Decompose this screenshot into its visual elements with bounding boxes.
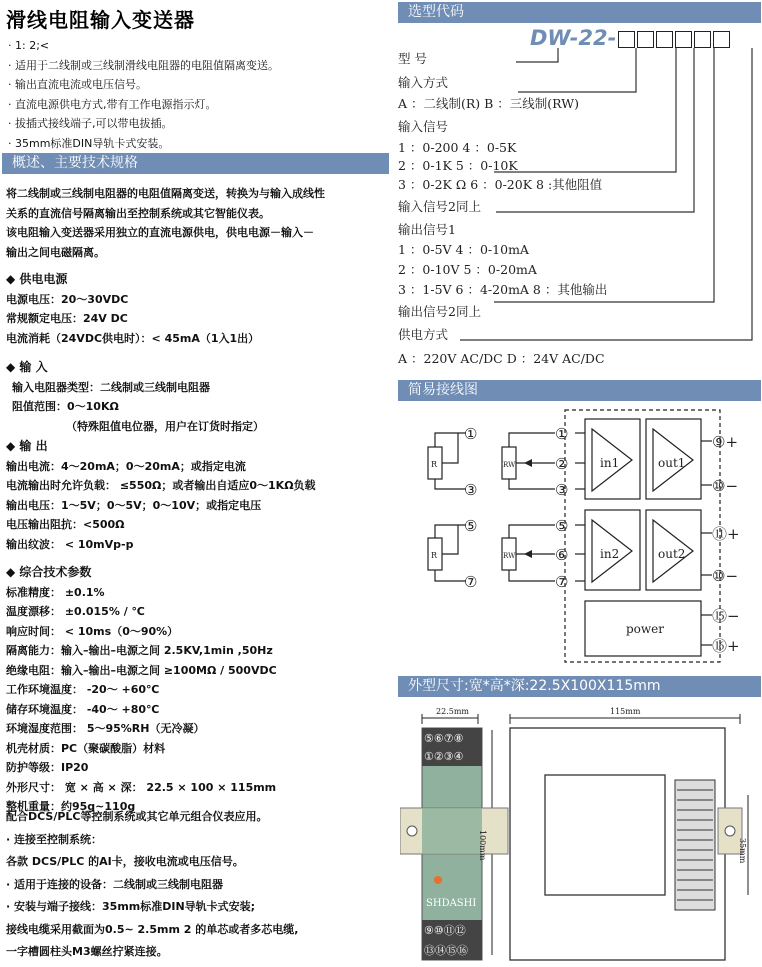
- r-label-1: R: [431, 460, 438, 469]
- section-heading: ◆ 输 出: [6, 439, 48, 453]
- page-title: 滑线电阻输入变送器: [6, 8, 195, 32]
- spec-line: 输出电流：4～20mA；0～20mA；或指定电流: [6, 459, 246, 473]
- terminal-1: ①: [464, 425, 478, 443]
- wiring-bar: 简易接线图: [398, 380, 761, 401]
- block-label-out2: out2: [658, 547, 686, 561]
- list-item: · 直流电源供电方式,带有工作电源指示灯。: [8, 97, 217, 111]
- r-label-2: R: [431, 551, 438, 560]
- dim-height: 100mm: [478, 830, 487, 861]
- block-label-in1: in1: [600, 456, 620, 470]
- section-heading: ◆ 输 入: [6, 360, 48, 374]
- spec-line: 输出电压：1～5V；0～5V；0～10V；或指定电压: [6, 498, 262, 512]
- terminal-3: ③: [555, 481, 569, 499]
- terminal-9: ⑨+: [712, 433, 739, 451]
- list-item: · 输出直流电流或电压信号。: [8, 78, 147, 91]
- paragraph-line: 将二线制或三线制电阻器的电阻值隔离变送，转换为与输入成线性: [6, 187, 325, 200]
- terminal-6: ⑥: [555, 546, 569, 564]
- spec-line: 响应时间： < 10ms（0～90%）: [6, 624, 179, 638]
- spec-line: 环境湿度范围： 5～95%RH（无冷凝）: [6, 722, 205, 735]
- selection-line: 2 ：0-1K 5 ：0-10K: [398, 158, 518, 173]
- terminal-16: ⑯+: [712, 637, 740, 655]
- terminal-7: ⑦: [464, 573, 478, 591]
- terminal-10: ⑩−: [712, 477, 739, 495]
- selection-line: 2 ：0-10V 5 ：0-20mA: [398, 262, 537, 277]
- selection-line: 输出信号1: [398, 222, 456, 237]
- list-item: · 1: 2;<: [8, 39, 50, 52]
- rw-label-1: RW: [503, 461, 516, 469]
- terminal-1: ①: [555, 425, 569, 443]
- spec-line: 常规额定电压：24V DC: [6, 312, 128, 325]
- output-section: [6, 437, 316, 554]
- selection-line: 输入信号: [398, 119, 449, 134]
- spec-line: 工作环境温度： -20～ +60℃: [6, 683, 160, 696]
- terminal-11: ⑪+: [712, 525, 740, 543]
- overview-bar: 概述、主要技术规格: [2, 153, 389, 174]
- screw-icon: [725, 826, 735, 836]
- code-prefix: DW-22-: [530, 26, 617, 50]
- selection-line: 输出信号2同上: [398, 304, 481, 319]
- dim-width: 22.5mm: [436, 707, 469, 716]
- dim-rail: 35mm: [738, 838, 747, 864]
- spec-line: 储存环境温度： -40～ +80℃: [6, 702, 160, 716]
- terminal-2: ②: [555, 455, 569, 473]
- dimensions-bar: 外型尺寸:宽*高*深:22.5X100X115mm: [398, 676, 761, 697]
- selection-line: 输入信号2同上: [398, 199, 481, 214]
- spec-line: · 连接至控制系统：: [6, 832, 103, 846]
- spec-line: 输出纹波： < 10mVp-p: [6, 537, 134, 551]
- block-label-power: power: [626, 622, 665, 636]
- block-label-out1: out1: [658, 456, 686, 470]
- spec-line: 配合DCS/PLC等控制系统或其它单元组合仪表应用。: [6, 810, 268, 823]
- terminal-labels-5-8: ⑤⑥⑦⑧: [424, 732, 464, 745]
- spec-line: 各款 DCS/PLC 的AI卡，接收电流或电压信号。: [6, 855, 244, 868]
- selection-line: A ：220V AC/DC D ：24V AC/DC: [398, 351, 605, 366]
- section-heading: ◆ 综合技术参数: [6, 565, 92, 579]
- terminal-5: ⑤: [464, 517, 478, 535]
- spec-line: 一字槽圆柱头M3螺丝拧紧连接。: [6, 945, 168, 958]
- selection-line: A ：二线制(R) B ：三线制(RW): [398, 96, 580, 111]
- spec-line: （特殊阻值电位器，用户在订货时指定）: [66, 419, 264, 433]
- dimension-drawing: [400, 700, 760, 965]
- spec-line: 电源电压：20～30VDC: [6, 292, 129, 306]
- spec-line: 电压输出阻抗：<500Ω: [6, 518, 125, 531]
- list-item: · 35mm标准DIN导轨卡式安装。: [8, 136, 170, 150]
- terminal-labels-1-4: ①②③④: [424, 750, 464, 763]
- terminal-15: ⑮−: [712, 607, 740, 625]
- terminal-3: ③: [464, 481, 478, 499]
- power-section: [6, 270, 259, 348]
- overview-text: [6, 184, 325, 262]
- terminal-labels-13-16: ⑬⑭⑮⑯: [424, 944, 468, 957]
- selection-list: [398, 40, 758, 370]
- power-led-icon: [434, 876, 442, 884]
- spec-line: 输入电阻器类型：二线制或三线制电阻器: [12, 380, 210, 394]
- brand-label: SHDASHI: [426, 898, 477, 909]
- spec-line: 电流消耗（24VDC供电时）：< 45mA（1入1出）: [6, 331, 260, 345]
- selection-line: 1 ：0-5V 4 ：0-10mA: [398, 242, 529, 257]
- block-label-in2: in2: [600, 547, 620, 561]
- selection-line: 供电方式: [398, 327, 449, 342]
- spec-line: 阻值范围：0～10KΩ: [12, 400, 119, 413]
- wiring-diagram: [400, 405, 760, 667]
- paragraph-line: 该电阻输入变送器采用独立的直流电源供电，供电电源－输入－: [6, 226, 314, 239]
- spec-line: · 适用于连接的设备：二线制或三线制电阻器: [6, 877, 224, 891]
- selection-line: 3 ：1-5V 6 ：4-20mA 8 ：其他输出: [398, 282, 608, 297]
- spec-line: 整机重量：约95g~110g: [6, 800, 136, 813]
- spec-line: 接线电缆采用截面为0.5~ 2.5mm 2 的单芯或者多芯电缆,: [6, 922, 299, 936]
- application-section: [6, 806, 298, 964]
- selection-line: 型 号: [398, 51, 427, 66]
- list-item: · 适用于二线制或三线制滑线电阻器的电阻值隔离变送。: [8, 58, 279, 72]
- rw-label-2: RW: [503, 552, 516, 560]
- selection-line: 3 ：0-2K Ω 6 ：0-20K 8 :其他阻值: [398, 177, 603, 192]
- spec-line: 防护等级：IP20: [6, 761, 89, 774]
- spec-line: 外形尺寸： 宽 × 高 × 深： 22.5 × 100 × 115mm: [6, 780, 277, 794]
- selection-bar: 选型代码: [398, 2, 761, 23]
- terminal-10b: ⑩−: [712, 567, 739, 585]
- spec-line: 标准精度： ±0.1%: [6, 585, 105, 599]
- paragraph-line: 输出之间电磁隔离。: [6, 245, 105, 259]
- intro-bullets: [8, 36, 279, 153]
- selection-line: 1 ：0-200 4 ：0-5K: [398, 140, 517, 155]
- spec-line: 电流输出时允许负载： ≤550Ω；或者输出自适应0～1KΩ负载: [6, 479, 316, 492]
- terminal-7: ⑦: [555, 573, 569, 591]
- spec-line: · 安装与端子接线：35mm标准DIN导轨卡式安装;: [6, 900, 256, 913]
- terminal-5: ⑤: [555, 517, 569, 535]
- spec-line: 机壳材质：PC（聚碳酸脂）材料: [6, 741, 166, 755]
- list-item: · 拔插式接线端子,可以带电拔插。: [8, 117, 173, 130]
- input-section: [6, 358, 264, 436]
- terminal-labels-9-12: ⑨⑩⑪⑫: [424, 924, 466, 937]
- paragraph-line: 关系的直流信号隔离输出至控制系统或其它智能仪表。: [6, 206, 270, 220]
- params-section: [6, 563, 277, 817]
- spec-line: 隔离能力：输入–输出–电源之间 2.5KV,1min ,50Hz: [6, 644, 273, 657]
- section-heading: ◆ 供电电源: [6, 272, 68, 286]
- dim-depth: 115mm: [610, 707, 641, 716]
- screw-icon: [407, 826, 417, 836]
- spec-line: 绝缘电阻：输入–输出–电源之间 ≥100MΩ / 500VDC: [6, 663, 277, 677]
- selection-line: 输入方式: [398, 75, 449, 90]
- spec-line: 温度漂移： ±0.015% / ℃: [6, 605, 145, 618]
